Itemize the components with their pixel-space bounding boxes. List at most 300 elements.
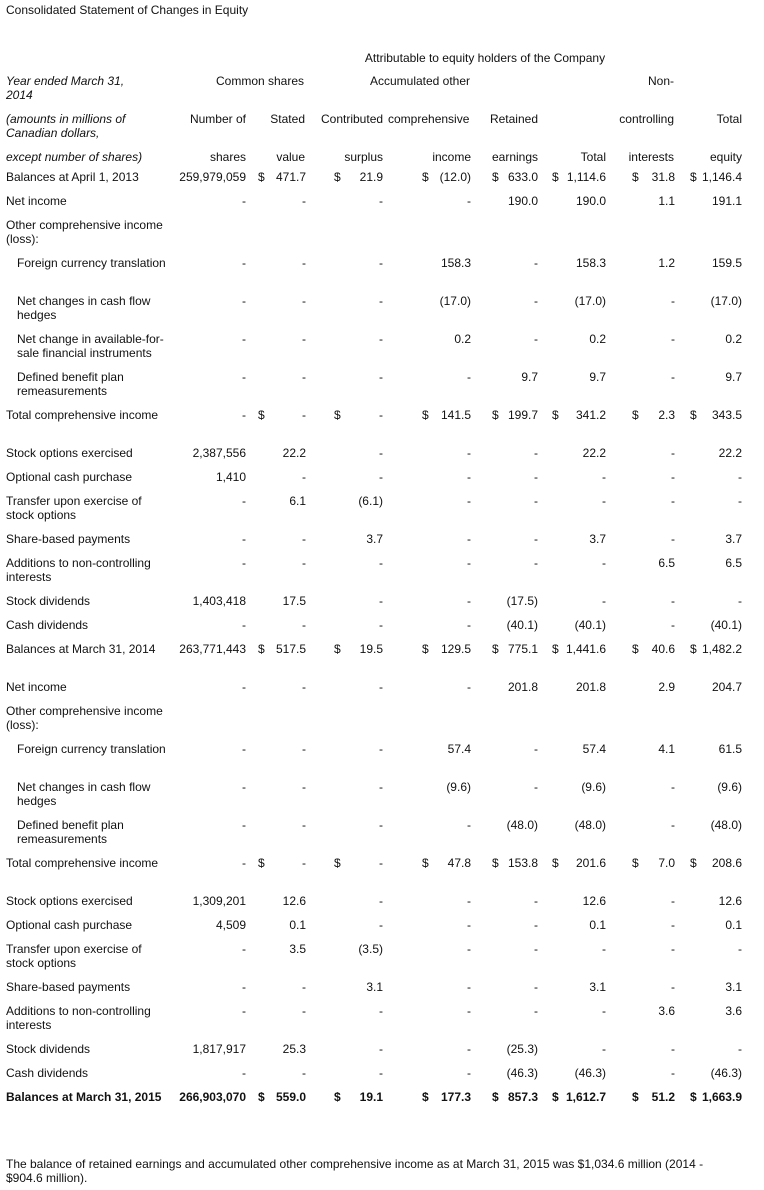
- cell-total-equity: [690, 818, 742, 832]
- cell-value: -: [534, 742, 538, 756]
- cell-stated-value: [258, 980, 306, 994]
- cell-value: -: [379, 370, 383, 384]
- cell-value: -: [738, 470, 742, 484]
- cell-value: -: [242, 618, 246, 632]
- header-attributable: Attributable to equity holders of the Company: [364, 51, 606, 65]
- cell-value: 25.3: [282, 1042, 306, 1056]
- row-label: Other comprehensive income (loss):: [6, 704, 163, 732]
- cell-value: 3.5: [289, 942, 306, 956]
- cell-value: 471.7: [275, 170, 306, 184]
- cell-value: -: [379, 470, 383, 484]
- cell-value: 6.5: [658, 556, 675, 570]
- header-retained: Retained: [489, 112, 538, 126]
- cell-number-of-shares: [166, 942, 246, 956]
- cell-retained-earnings: [492, 856, 538, 870]
- cell-value: -: [302, 294, 306, 308]
- cell-value: (9.6): [717, 780, 742, 794]
- cell-value: -: [242, 780, 246, 794]
- cell-value: -: [302, 980, 306, 994]
- cell-value: -: [302, 856, 306, 870]
- cell-value: 0.2: [454, 332, 471, 346]
- cell-contributed-surplus: [334, 556, 383, 570]
- cell-contributed-surplus: [334, 256, 383, 270]
- cell-total-equity: [690, 332, 742, 346]
- cell-value: (46.3): [506, 1066, 538, 1080]
- cell-value: -: [671, 1042, 675, 1056]
- cell-value: -: [534, 780, 538, 794]
- cell-stated-value: [258, 194, 306, 208]
- cell-value: -: [242, 1004, 246, 1018]
- currency-symbol: $: [258, 642, 265, 656]
- cell-value: -: [302, 332, 306, 346]
- cell-value: -: [467, 980, 471, 994]
- cell-retained-earnings: [492, 680, 538, 694]
- cell-stated-value: [258, 370, 306, 384]
- currency-symbol: $: [258, 1090, 265, 1104]
- cell-value: 3.1: [366, 980, 383, 994]
- cell-accumulated-oci: [422, 594, 471, 608]
- cell-value: -: [302, 780, 306, 794]
- row-label: Stock dividends: [6, 594, 91, 608]
- cell-value: 21.9: [359, 170, 383, 184]
- cell-value: -: [671, 942, 675, 956]
- row-label: Net income: [6, 680, 67, 694]
- cell-retained-earnings: [492, 470, 538, 484]
- cell-stated-value: [258, 642, 306, 656]
- cell-stated-value: [258, 532, 306, 546]
- cell-value: -: [671, 594, 675, 608]
- header-accumulated-other: Accumulated other: [369, 74, 471, 88]
- row-label: Share-based payments: [6, 532, 131, 546]
- cell-value: 259,979,059: [179, 170, 246, 184]
- header-non: Non-: [647, 74, 674, 88]
- cell-value: (25.3): [506, 1042, 538, 1056]
- row-label: Additions to non-controlling interests: [6, 556, 151, 584]
- cell-value: -: [671, 894, 675, 908]
- cell-contributed-surplus: [334, 470, 383, 484]
- currency-symbol: $: [422, 408, 429, 422]
- row-label: Balances at March 31, 2015: [6, 1090, 162, 1104]
- cell-total-equity: [690, 856, 742, 870]
- cell-value: -: [379, 818, 383, 832]
- row-label: Stock options exercised: [6, 446, 133, 460]
- cell-total: [552, 594, 606, 608]
- cell-total: [552, 942, 606, 956]
- cell-value: (48.0): [574, 818, 606, 832]
- cell-retained-earnings: [492, 618, 538, 632]
- currency-symbol: $: [258, 170, 265, 184]
- cell-total: [552, 1004, 606, 1018]
- cell-value: -: [534, 256, 538, 270]
- cell-value: -: [242, 256, 246, 270]
- cell-number-of-shares: [166, 1090, 246, 1104]
- currency-symbol: $: [690, 408, 697, 422]
- header-year-line2: 2014: [6, 88, 33, 102]
- cell-stated-value: [258, 470, 306, 484]
- cell-retained-earnings: [492, 942, 538, 956]
- cell-value: -: [379, 1042, 383, 1056]
- cell-total-equity: [690, 894, 742, 908]
- cell-contributed-surplus: [334, 170, 383, 184]
- cell-value: -: [671, 818, 675, 832]
- cell-value: -: [534, 918, 538, 932]
- cell-number-of-shares: [166, 1066, 246, 1080]
- cell-contributed-surplus: [334, 942, 383, 956]
- cell-value: -: [671, 494, 675, 508]
- cell-contributed-surplus: [334, 370, 383, 384]
- cell-retained-earnings: [492, 1042, 538, 1056]
- cell-number-of-shares: [166, 446, 246, 460]
- cell-contributed-surplus: [334, 494, 383, 508]
- row-label: Additions to non-controlling interests: [6, 1004, 151, 1032]
- cell-value: 9.7: [589, 370, 606, 384]
- cell-value: -: [242, 370, 246, 384]
- cell-value: -: [242, 942, 246, 956]
- cell-total-equity: [690, 294, 742, 308]
- currency-symbol: $: [422, 170, 429, 184]
- cell-value: (12.0): [439, 170, 471, 184]
- cell-value: -: [242, 818, 246, 832]
- cell-value: 3.7: [589, 532, 606, 546]
- cell-value: -: [467, 618, 471, 632]
- cell-non-controlling-interests: [632, 856, 675, 870]
- currency-symbol: $: [334, 408, 341, 422]
- cell-value: -: [242, 856, 246, 870]
- cell-number-of-shares: [166, 1042, 246, 1056]
- cell-total: [552, 618, 606, 632]
- cell-value: (3.5): [358, 942, 383, 956]
- row-label: Cash dividends: [6, 1066, 89, 1080]
- cell-value: -: [738, 594, 742, 608]
- cell-number-of-shares: [166, 680, 246, 694]
- cell-total-equity: [690, 742, 742, 756]
- cell-number-of-shares: [166, 780, 246, 794]
- cell-value: (40.1): [710, 618, 742, 632]
- cell-total-equity: [690, 642, 742, 656]
- cell-contributed-surplus: [334, 742, 383, 756]
- cell-non-controlling-interests: [632, 294, 675, 308]
- cell-total: [552, 818, 606, 832]
- currency-symbol: $: [334, 1090, 341, 1104]
- cell-value: -: [534, 556, 538, 570]
- cell-number-of-shares: [166, 894, 246, 908]
- cell-total: [552, 170, 606, 184]
- cell-value: 1,482.2: [701, 642, 742, 656]
- cell-value: -: [379, 1004, 383, 1018]
- cell-retained-earnings: [492, 918, 538, 932]
- cell-value: 266,903,070: [179, 1090, 246, 1104]
- cell-retained-earnings: [492, 294, 538, 308]
- cell-value: 2.9: [658, 680, 675, 694]
- cell-non-controlling-interests: [632, 742, 675, 756]
- cell-accumulated-oci: [422, 680, 471, 694]
- header-stated: Stated: [270, 112, 305, 126]
- cell-total-equity: [690, 1066, 742, 1080]
- cell-contributed-surplus: [334, 642, 383, 656]
- cell-total: [552, 1042, 606, 1056]
- cell-value: -: [671, 332, 675, 346]
- cell-contributed-surplus: [334, 594, 383, 608]
- cell-accumulated-oci: [422, 194, 471, 208]
- currency-symbol: $: [632, 856, 639, 870]
- cell-value: -: [242, 980, 246, 994]
- cell-total: [552, 918, 606, 932]
- cell-value: 1,403,418: [192, 594, 246, 608]
- cell-value: 141.5: [440, 408, 471, 422]
- cell-total: [552, 556, 606, 570]
- cell-total: [552, 446, 606, 460]
- cell-value: -: [302, 556, 306, 570]
- cell-non-controlling-interests: [632, 532, 675, 546]
- cell-non-controlling-interests: [632, 1090, 675, 1104]
- cell-value: -: [534, 894, 538, 908]
- currency-symbol: $: [632, 1090, 639, 1104]
- header-earnings: earnings: [491, 150, 538, 164]
- cell-total-equity: [690, 194, 742, 208]
- cell-contributed-surplus: [334, 446, 383, 460]
- cell-accumulated-oci: [422, 980, 471, 994]
- cell-value: -: [467, 532, 471, 546]
- cell-value: 4.1: [658, 742, 675, 756]
- cell-value: 17.5: [282, 594, 306, 608]
- cell-non-controlling-interests: [632, 594, 675, 608]
- cell-stated-value: [258, 780, 306, 794]
- cell-value: 190.0: [575, 194, 606, 208]
- cell-accumulated-oci: [422, 1042, 471, 1056]
- cell-contributed-surplus: [334, 332, 383, 346]
- cell-contributed-surplus: [334, 918, 383, 932]
- cell-value: 7.0: [658, 856, 675, 870]
- row-label: Net income: [6, 194, 67, 208]
- cell-value: 0.1: [725, 918, 742, 932]
- cell-accumulated-oci: [422, 818, 471, 832]
- cell-value: -: [242, 532, 246, 546]
- cell-contributed-surplus: [334, 294, 383, 308]
- cell-number-of-shares: [166, 980, 246, 994]
- cell-retained-earnings: [492, 446, 538, 460]
- cell-value: -: [602, 942, 606, 956]
- cell-value: 2,387,556: [192, 446, 246, 460]
- cell-value: -: [302, 256, 306, 270]
- cell-stated-value: [258, 742, 306, 756]
- cell-value: -: [671, 618, 675, 632]
- cell-non-controlling-interests: [632, 446, 675, 460]
- cell-total: [552, 856, 606, 870]
- cell-retained-earnings: [492, 170, 538, 184]
- currency-symbol: $: [632, 642, 639, 656]
- cell-retained-earnings: [492, 1090, 538, 1104]
- cell-value: (17.0): [710, 294, 742, 308]
- cell-non-controlling-interests: [632, 980, 675, 994]
- cell-number-of-shares: [166, 1004, 246, 1018]
- cell-number-of-shares: [166, 170, 246, 184]
- header-total: Total: [580, 150, 606, 164]
- row-label: Stock options exercised: [6, 894, 133, 908]
- cell-number-of-shares: [166, 556, 246, 570]
- currency-symbol: $: [258, 408, 265, 422]
- cell-value: -: [379, 446, 383, 460]
- cell-value: 22.2: [582, 446, 606, 460]
- cell-stated-value: [258, 894, 306, 908]
- cell-value: (40.1): [574, 618, 606, 632]
- cell-non-controlling-interests: [632, 256, 675, 270]
- cell-number-of-shares: [166, 408, 246, 422]
- cell-accumulated-oci: [422, 642, 471, 656]
- cell-value: -: [534, 494, 538, 508]
- cell-value: 341.2: [575, 408, 606, 422]
- currency-symbol: $: [492, 642, 499, 656]
- cell-value: 12.6: [282, 894, 306, 908]
- cell-accumulated-oci: [422, 556, 471, 570]
- cell-total-equity: [690, 680, 742, 694]
- currency-symbol: $: [632, 170, 639, 184]
- cell-stated-value: [258, 1090, 306, 1104]
- cell-non-controlling-interests: [632, 942, 675, 956]
- cell-value: 343.5: [711, 408, 742, 422]
- cell-value: 1,817,917: [192, 1042, 246, 1056]
- cell-value: 3.6: [725, 1004, 742, 1018]
- cell-number-of-shares: [166, 594, 246, 608]
- cell-total-equity: [690, 618, 742, 632]
- cell-accumulated-oci: [422, 470, 471, 484]
- cell-total-equity: [690, 470, 742, 484]
- cell-value: -: [302, 1066, 306, 1080]
- cell-value: 263,771,443: [179, 642, 246, 656]
- cell-value: 9.7: [725, 370, 742, 384]
- cell-retained-earnings: [492, 894, 538, 908]
- cell-number-of-shares: [166, 642, 246, 656]
- cell-value: -: [738, 1042, 742, 1056]
- cell-stated-value: [258, 556, 306, 570]
- currency-symbol: $: [552, 408, 559, 422]
- cell-value: 12.6: [582, 894, 606, 908]
- cell-value: 22.2: [282, 446, 306, 460]
- cell-value: -: [379, 856, 383, 870]
- cell-non-controlling-interests: [632, 894, 675, 908]
- header-contributed: Contributed: [321, 112, 384, 126]
- cell-value: -: [467, 918, 471, 932]
- cell-value: -: [671, 980, 675, 994]
- cell-value: 159.5: [711, 256, 742, 270]
- currency-symbol: $: [492, 170, 499, 184]
- row-label: Foreign currency translation: [17, 742, 166, 756]
- cell-value: -: [671, 370, 675, 384]
- cell-value: -: [467, 1004, 471, 1018]
- cell-value: 0.2: [725, 332, 742, 346]
- cell-value: -: [379, 780, 383, 794]
- cell-value: 857.3: [507, 1090, 538, 1104]
- cell-value: -: [379, 894, 383, 908]
- cell-value: -: [379, 332, 383, 346]
- row-label: Defined benefit plan remeasurements: [17, 370, 124, 398]
- cell-accumulated-oci: [422, 446, 471, 460]
- cell-value: -: [602, 594, 606, 608]
- row-label: Optional cash purchase: [6, 470, 133, 484]
- header-amounts-line2: Canadian dollars,: [6, 126, 100, 140]
- currency-symbol: $: [632, 408, 639, 422]
- row-label: Total comprehensive income: [6, 408, 159, 422]
- cell-retained-earnings: [492, 780, 538, 794]
- cell-non-controlling-interests: [632, 408, 675, 422]
- cell-value: (9.6): [446, 780, 471, 794]
- cell-contributed-surplus: [334, 194, 383, 208]
- cell-value: -: [671, 470, 675, 484]
- currency-symbol: $: [552, 642, 559, 656]
- cell-value: -: [671, 446, 675, 460]
- cell-value: -: [467, 594, 471, 608]
- header-equity: equity: [709, 150, 742, 164]
- cell-total-equity: [690, 1090, 742, 1104]
- row-label: Net changes in cash flow hedges: [17, 294, 151, 322]
- cell-total-equity: [690, 918, 742, 932]
- cell-value: 1,612.7: [565, 1090, 606, 1104]
- statement-title: Consolidated Statement of Changes in Equity: [6, 3, 249, 17]
- cell-value: 1.2: [658, 256, 675, 270]
- cell-value: 201.6: [575, 856, 606, 870]
- cell-non-controlling-interests: [632, 194, 675, 208]
- cell-contributed-surplus: [334, 1004, 383, 1018]
- cell-stated-value: [258, 856, 306, 870]
- cell-value: (46.3): [574, 1066, 606, 1080]
- cell-contributed-surplus: [334, 680, 383, 694]
- cell-value: 40.6: [651, 642, 675, 656]
- cell-number-of-shares: [166, 332, 246, 346]
- cell-contributed-surplus: [334, 408, 383, 422]
- cell-accumulated-oci: [422, 408, 471, 422]
- cell-value: -: [671, 1066, 675, 1080]
- cell-value: -: [467, 370, 471, 384]
- currency-symbol: $: [258, 856, 265, 870]
- cell-total: [552, 194, 606, 208]
- cell-total: [552, 294, 606, 308]
- cell-value: -: [302, 408, 306, 422]
- cell-retained-earnings: [492, 742, 538, 756]
- cell-contributed-surplus: [334, 856, 383, 870]
- cell-stated-value: [258, 494, 306, 508]
- cell-total-equity: [690, 408, 742, 422]
- currency-symbol: $: [552, 856, 559, 870]
- cell-value: -: [534, 980, 538, 994]
- cell-value: -: [242, 742, 246, 756]
- cell-total-equity: [690, 532, 742, 546]
- cell-value: -: [379, 256, 383, 270]
- cell-value: -: [534, 532, 538, 546]
- currency-symbol: $: [552, 170, 559, 184]
- cell-value: -: [242, 332, 246, 346]
- cell-value: -: [671, 294, 675, 308]
- cell-value: -: [242, 680, 246, 694]
- row-label: Transfer upon exercise of stock options: [6, 494, 142, 522]
- cell-accumulated-oci: [422, 942, 471, 956]
- cell-value: (48.0): [710, 818, 742, 832]
- cell-value: -: [534, 942, 538, 956]
- cell-value: -: [242, 408, 246, 422]
- header-total-top: Total: [716, 112, 742, 126]
- header-year-line1: Year ended March 31,: [6, 74, 125, 88]
- cell-value: -: [467, 194, 471, 208]
- cell-stated-value: [258, 256, 306, 270]
- cell-contributed-surplus: [334, 1066, 383, 1080]
- row-label: Balances at April 1, 2013: [6, 170, 139, 184]
- cell-non-controlling-interests: [632, 642, 675, 656]
- cell-number-of-shares: [166, 918, 246, 932]
- cell-accumulated-oci: [422, 494, 471, 508]
- header-shares: shares: [209, 150, 246, 164]
- cell-value: -: [467, 446, 471, 460]
- cell-value: 208.6: [711, 856, 742, 870]
- row-label: Net change in available-for-sale financial instruments: [17, 332, 164, 360]
- cell-value: -: [379, 294, 383, 308]
